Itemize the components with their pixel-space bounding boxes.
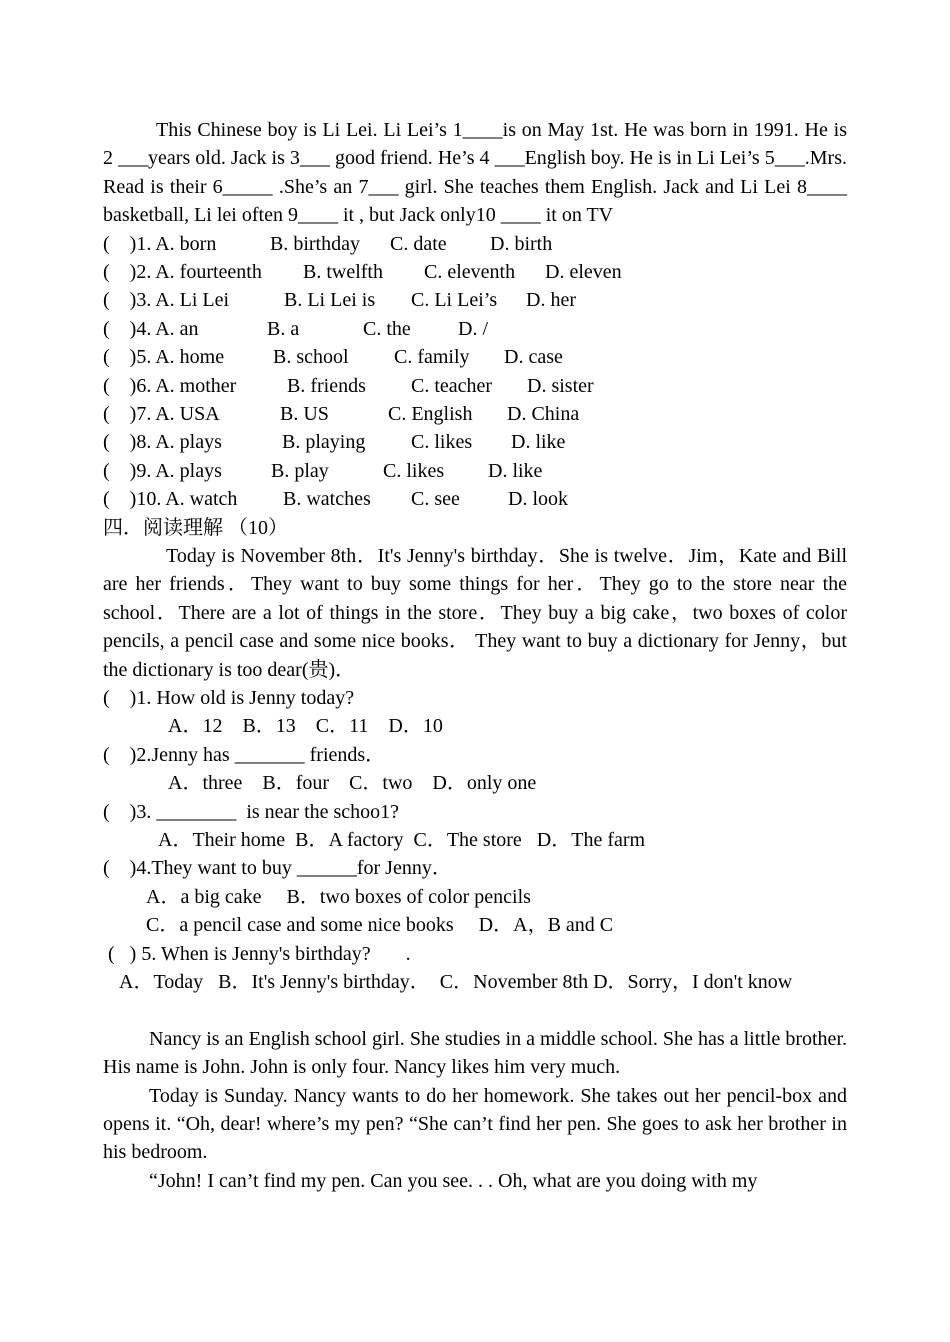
cloze-question-1 <box>103 230 847 258</box>
question-stem: ( )9. A. plays <box>103 459 222 482</box>
question-stem: ( )3. A. Li Lei <box>103 289 230 312</box>
cloze-question-3 <box>103 286 847 314</box>
reading-question-5-options: A．Today B．It's Jenny's birthday． C．November 8th D．Sorry，I don't know <box>119 971 793 994</box>
option-d: D. like <box>511 431 566 454</box>
cloze-questions <box>103 230 847 514</box>
option-b: B. Li Lei is <box>284 289 376 312</box>
cloze-question-4 <box>103 315 847 343</box>
story-paragraph-3: “John! I can’t find my pen. Can you see. . . Oh, what are you doing with my <box>149 1169 758 1192</box>
worksheet-page <box>103 116 847 1195</box>
option-d: D. look <box>508 488 568 511</box>
question-stem: ( )4. A. an <box>103 317 199 340</box>
reading-question-3-options: A．Their home B．A factory C．The store D．The farm <box>158 829 646 851</box>
option-c: C. Li Lei’s <box>411 289 498 312</box>
option-b: B. birthday <box>270 232 360 255</box>
question-stem: ( )1. A. born <box>103 232 217 255</box>
option-b: B. watches <box>283 488 371 511</box>
reading-question-2-options: A．three B．four C．two D．only one <box>168 772 537 795</box>
question-stem: ( )7. A. USA <box>103 402 220 425</box>
cloze-question-9 <box>103 457 847 485</box>
option-d: D. / <box>458 317 488 340</box>
option-d: D. case <box>504 346 563 369</box>
cloze-question-2 <box>103 258 847 286</box>
option-c: C. likes <box>411 431 473 454</box>
option-c: C. see <box>411 488 460 511</box>
option-c: C. eleventh <box>424 261 516 284</box>
option-b: B. friends <box>287 374 366 397</box>
cloze-question-5 <box>103 343 847 371</box>
question-stem: ( )5. A. home <box>103 346 225 369</box>
option-c: C. likes <box>383 459 445 482</box>
question-stem: ( )2. A. fourteenth <box>103 261 262 284</box>
option-d: D. sister <box>527 374 594 397</box>
reading-question-5: ( ) 5. When is Jenny's birthday? . <box>103 942 411 965</box>
reading-question-4-options-a: A．a big cake B．two boxes of color pencils <box>146 885 531 908</box>
option-d: D. her <box>526 289 576 312</box>
question-stem: ( )6. A. mother <box>103 374 237 397</box>
option-d: D. birth <box>490 232 553 255</box>
cloze-passage: This Chinese boy is Li Lei. Li Lei’s 1____is on May 1st. He was born in 1991. He is 2 ___years old. Jack is 3___ good friend. He’s 4 ___English boy. He is in Li Lei’s 5___.Mrs. Read is their 6_____ .She’s an 7___ girl. She teaches them English. Jack and Li Lei 8____ basketball, Li lei often 9____ it , but Jack only10 ____ it on TV <box>103 119 847 227</box>
reading-passage: Today is November 8th．It's Jenny's birthday．She is twelve．Jim，Kate and Bill are her friends．They want to buy some things for her．They go to the store near the school．There are a lot of things in the store．They buy a big cake，two boxes of color pencils, a pencil case and some nice books． They want to buy a dictionary for Jenny，but the dictionary is too dear(贵)． <box>103 544 847 681</box>
story-paragraph-2: Today is Sunday. Nancy wants to do her homework. She takes out her pencil-box and opens it. “Oh, dear! where’s my pen? “She can’t find her pen. She goes to ask her brother in his bedroom. <box>103 1084 847 1164</box>
option-d: D. China <box>507 402 580 425</box>
reading-question-1: ( )1. How old is Jenny today? <box>103 686 355 709</box>
question-stem: ( )8. A. plays <box>103 431 222 454</box>
cloze-question-10 <box>103 485 847 513</box>
option-c: C. teacher <box>411 374 493 397</box>
option-c: C. family <box>394 346 470 369</box>
option-c: C. the <box>363 317 411 340</box>
option-b: B. US <box>280 402 329 425</box>
option-d: D. like <box>488 459 543 482</box>
reading-question-3: ( )3. ________ is near the schoo1? <box>103 800 400 823</box>
story-paragraph-1: Nancy is an English school girl. She studies in a middle school. She has a little brother. His name is John. John is only four. Nancy likes him very much. <box>103 1027 847 1079</box>
option-b: B. playing <box>282 431 366 454</box>
option-b: B. play <box>271 459 329 482</box>
option-c: C. English <box>388 402 473 425</box>
option-b: B. school <box>273 346 349 369</box>
cloze-question-7 <box>103 400 847 428</box>
reading-question-1-options: A．12 B．13 C．11 D．10 <box>168 715 443 738</box>
cloze-question-8 <box>103 428 847 456</box>
reading-questions <box>103 684 847 996</box>
question-stem: ( )10. A. watch <box>103 488 238 511</box>
spacer <box>103 996 847 1024</box>
option-b: B. twelfth <box>303 261 383 284</box>
reading-question-4: ( )4.They want to buy ______for Jenny． <box>103 857 452 880</box>
option-b: B. a <box>267 317 300 340</box>
reading-question-2: ( )2.Jenny has _______ friends． <box>103 743 386 766</box>
option-c: C. date <box>390 232 447 255</box>
option-d: D. eleven <box>545 261 622 284</box>
reading-question-4-options-b: C．a pencil case and some nice books D．A，B and C <box>146 914 614 937</box>
section-heading: 四．阅读理解 （10） <box>103 516 288 539</box>
cloze-question-6 <box>103 372 847 400</box>
